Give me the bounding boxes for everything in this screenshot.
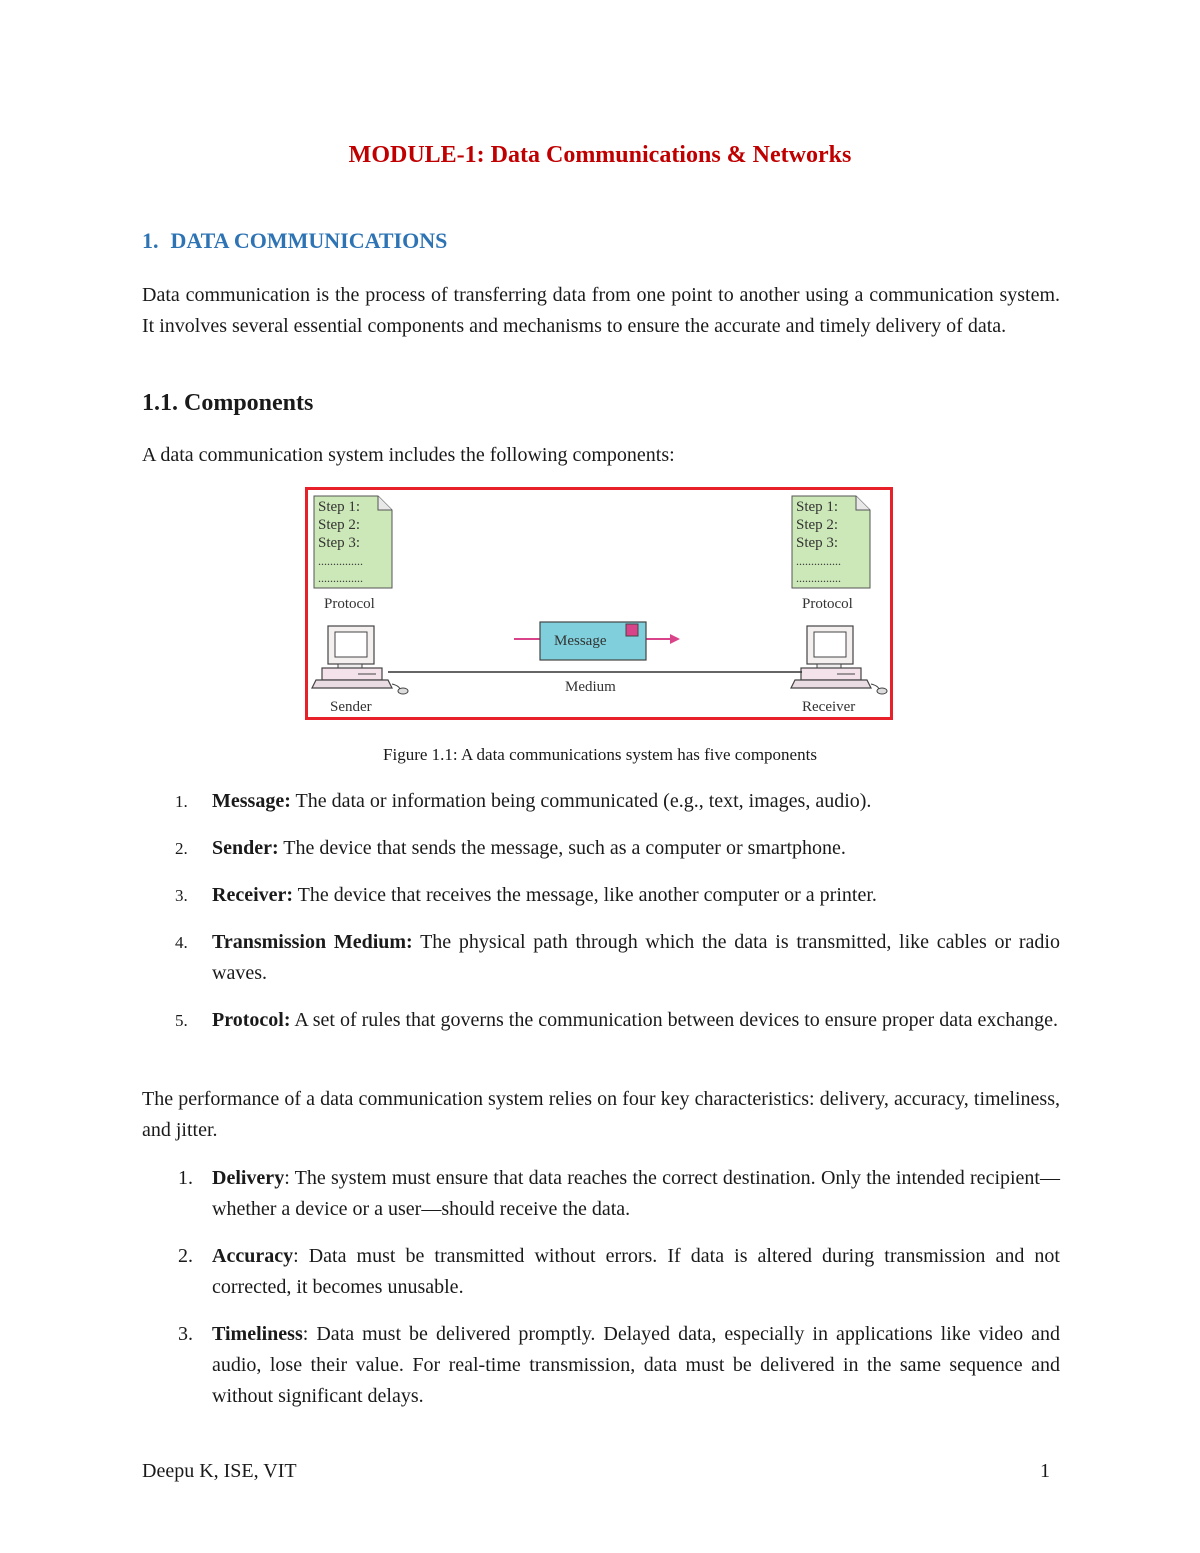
receiver-computer-icon: [791, 626, 887, 694]
performance-paragraph: The performance of a data communication system relies on four key characteristics: delivery, accuracy, timeliness, and jitter.: [142, 1088, 1060, 1141]
left-protocol-label: Protocol: [324, 596, 375, 612]
list-number: 1.: [175, 792, 188, 811]
list-text: A set of rules that governs the communication between devices to ensure proper data exchange.: [290, 1009, 1059, 1031]
receiver-label: Receiver: [802, 699, 856, 715]
list-text: The device that sends the message, such as a computer or smartphone.: [278, 837, 846, 859]
section-number: 1.: [142, 228, 159, 253]
list-number: 4.: [175, 933, 188, 952]
section-heading: [142, 228, 447, 254]
list-term: Accuracy: [212, 1245, 294, 1267]
list-item: [142, 833, 1060, 864]
right-doc-line: Step 1:: [796, 499, 839, 515]
left-doc-line: ...............: [318, 554, 363, 568]
list-text: The physical path through which the data is transmitted, like cables or radio waves.: [212, 931, 1060, 984]
list-term: Message:: [212, 790, 291, 812]
figure-caption: Figure 1.1: A data communications system has five components: [383, 745, 817, 764]
list-number: 1.: [178, 1167, 193, 1189]
subsection-heading: 1.1. Components: [142, 390, 314, 416]
right-doc-line: Step 3:: [796, 535, 839, 551]
list-text: : Data must be transmitted without errors. If data is altered during transmission and not corrected, it becomes unusable.: [212, 1245, 1060, 1298]
components-figure: [305, 487, 893, 720]
list-term: Receiver:: [212, 884, 294, 906]
intro-paragraph: Data communication is the process of transferring data from one point to another using a communication system. It involves several essential components and mechanisms to ensure the accurate and timely delivery of data.: [142, 284, 1060, 337]
list-number: 3.: [175, 886, 188, 905]
list-item: [142, 1005, 1060, 1036]
list-number: 5.: [175, 1011, 188, 1030]
list-item: [142, 1163, 1060, 1225]
sender-label: Sender: [330, 699, 372, 715]
right-protocol-document-icon: [792, 496, 870, 588]
list-number: 2.: [178, 1245, 193, 1267]
list-term: Sender:: [212, 837, 279, 859]
list-text: : Data must be delivered promptly. Delayed data, especially in applications like video and audio, lose their value. For real-time transmission, data must be delivered in the same sequence and without significant delays.: [212, 1323, 1060, 1407]
left-doc-line: Step 2:: [318, 517, 361, 533]
message-label: Message: [554, 633, 607, 649]
characteristics-list: [142, 1163, 1060, 1428]
left-doc-line: ...............: [318, 571, 363, 585]
list-text: The data or information being communicated (e.g., text, images, audio).: [290, 790, 872, 812]
document-title: MODULE-1: Data Communications & Networks: [348, 142, 852, 168]
list-term: Delivery: [212, 1167, 285, 1189]
sender-computer-icon: [312, 626, 408, 694]
list-item: [142, 1319, 1060, 1412]
message-packet-icon: [626, 624, 638, 636]
page-number: 1: [1040, 1460, 1050, 1482]
list-item: [142, 880, 1060, 911]
list-item: [142, 786, 1060, 817]
left-protocol-document-icon: [314, 496, 392, 588]
list-item: [142, 1241, 1060, 1303]
list-term: Timeliness: [212, 1323, 303, 1345]
list-number: 2.: [175, 839, 188, 858]
right-doc-line: ...............: [796, 571, 841, 585]
list-item: [142, 927, 1060, 989]
section-label: DATA COMMUNICATIONS: [170, 228, 448, 253]
components-list: [142, 786, 1060, 1052]
list-text: : The system must ensure that data reaches the correct destination. Only the intended recipient—whether a device or a user—should receive the data.: [212, 1167, 1060, 1220]
footer-author: Deepu K, ISE, VIT: [142, 1460, 297, 1482]
right-protocol-label: Protocol: [802, 596, 853, 612]
right-doc-line: Step 2:: [796, 517, 839, 533]
left-doc-line: Step 3:: [318, 535, 361, 551]
list-term: Transmission Medium:: [212, 931, 413, 953]
list-text: The device that receives the message, like another computer or a printer.: [293, 884, 877, 906]
list-number: 3.: [178, 1323, 193, 1345]
components-intro: A data communication system includes the following components:: [142, 444, 675, 466]
left-doc-line: Step 1:: [318, 499, 361, 515]
right-doc-line: ...............: [796, 554, 841, 568]
medium-label: Medium: [565, 679, 616, 695]
list-term: Protocol:: [212, 1009, 291, 1031]
